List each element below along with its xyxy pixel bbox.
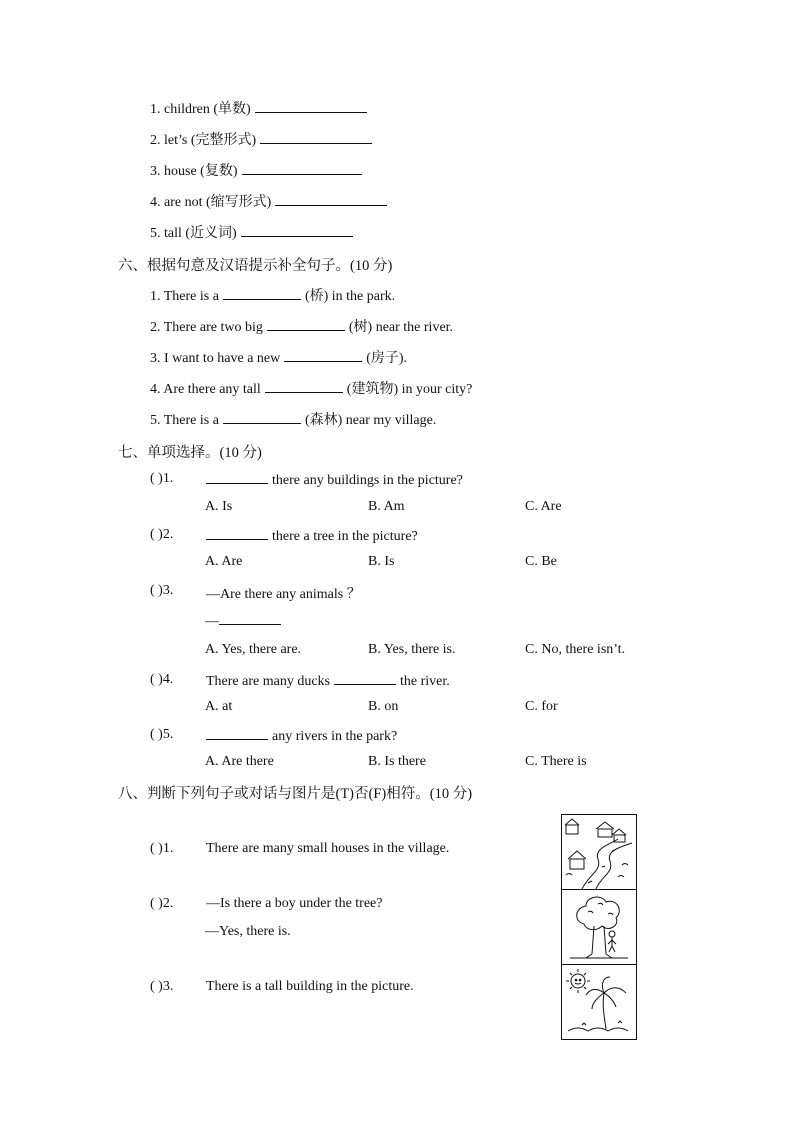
tree-with-boy-picture [561,889,637,965]
question-stem-q2: there a tree in the picture? [206,527,418,545]
section5-item-1: 1. children (单数) [150,98,371,118]
answer-paren-q5[interactable]: ( )5. [150,727,174,742]
option-a: A. Are there [205,754,274,769]
answer-blank[interactable] [255,100,367,113]
option-c: C. Are [525,499,562,514]
option-c: C. There is [525,754,587,769]
option-b: B. Am [368,499,405,514]
answer-blank [206,527,268,540]
question-stem-q3: —Are there any animals ？ [206,587,361,602]
section5-item-5: 5. tall (近义词) [150,222,357,242]
question-stem-q1: there any buildings in the picture? [206,471,463,489]
answer-paren-q3[interactable]: ( )3. [150,583,174,598]
section5-item-4: 4. are not (缩写形式) [150,191,391,211]
section8-heading: 八、判断下列句子或对话与图片是(T)否(F)相符。(10 分) [118,786,473,802]
sun-palm-tree-picture [561,964,637,1040]
option-b: B. on [368,699,399,714]
statement-q1: There are many small houses in the village. [206,841,450,856]
statement-q2: —Is there a boy under the tree? [206,896,383,911]
answer-paren-q1[interactable]: ( )1. [150,471,174,486]
option-a: A. Yes, there are. [205,642,302,657]
answer-paren-q1[interactable]: ( )1. [150,841,174,856]
option-a: A. Is [205,499,233,514]
reply-q2: —Yes, there is. [205,924,291,939]
answer-blank[interactable] [284,349,362,362]
answer-blank[interactable] [223,287,301,300]
answer-blank[interactable] [241,224,353,237]
statement-q3: There is a tall building in the picture. [206,979,414,994]
answer-blank[interactable] [260,131,372,144]
section7-heading: 七、单项选择。(10 分) [118,445,262,461]
section6-item-2: 2. There are two big (树) near the river. [150,320,454,335]
section5-item-3: 3. house (复数) [150,160,366,180]
option-a: A. at [205,699,233,714]
option-b: B. Is [368,554,395,569]
option-a: A. Are [205,554,243,569]
answer-blank[interactable] [223,411,301,424]
section6-heading: 六、根据句意及汉语提示补全句子。(10 分) [118,258,393,274]
answer-blank [334,672,396,685]
question-stem-q4: There are many ducks the river. [206,674,450,689]
reply-line-q3: — [205,612,285,630]
answer-blank [206,471,268,484]
answer-paren-q2[interactable]: ( )2. [150,527,174,542]
section5-item-2: 2. let’s (完整形式) [150,129,376,149]
answer-paren-q2[interactable]: ( )2. [150,896,174,911]
answer-blank[interactable] [275,193,387,206]
section6-item-1: 1. There is a (桥) in the park. [150,289,396,304]
answer-blank[interactable] [242,162,362,175]
section6-item-4: 4. Are there any tall (建筑物) in your city? [150,382,473,397]
answer-paren-q4[interactable]: ( )4. [150,672,174,687]
section6-item-3: 3. I want to have a new (房子). [150,351,408,366]
answer-blank[interactable] [267,318,345,331]
option-c: C. Be [525,554,557,569]
option-c: C. No, there isn’t. [525,642,626,657]
answer-paren-q3[interactable]: ( )3. [150,979,174,994]
section6-item-5: 5. There is a (森林) near my village. [150,413,437,428]
option-b: B. Yes, there is. [368,642,456,657]
answer-blank [206,727,268,740]
option-c: C. for [525,699,558,714]
answer-blank[interactable] [219,612,281,625]
option-b: B. Is there [368,754,426,769]
village-river-houses-picture [561,814,637,890]
answer-blank[interactable] [265,380,343,393]
question-stem-q5: any rivers in the park? [206,727,397,745]
